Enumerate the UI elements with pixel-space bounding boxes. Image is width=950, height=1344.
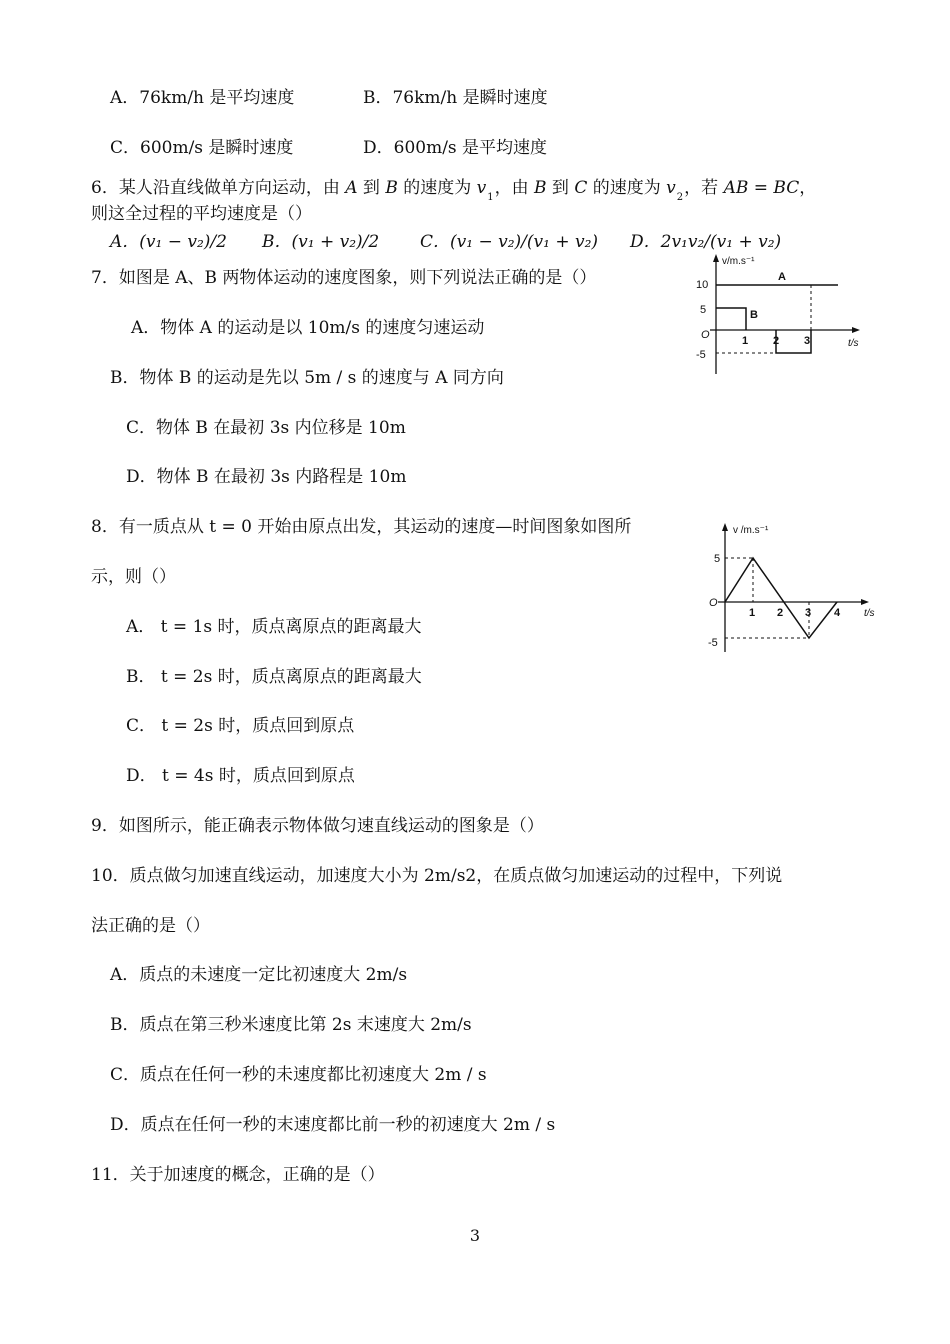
q7-line-b	[716, 308, 746, 330]
q8-option-a: A． t = 1s 时，质点离原点的距离最大	[126, 617, 422, 637]
q7-option-a: A．物体 A 的运动是以 10m/s 的速度匀速运动	[131, 318, 485, 338]
page-number: 3	[469, 1226, 481, 1245]
q6-option-d: D．2v₁v₂/(v₁ + v₂)	[630, 232, 782, 252]
q9-stem: 9．如图所示，能正确表示物体做匀速直线运动的图象是（）	[91, 816, 544, 836]
q8-velocity-graph	[704, 520, 884, 660]
q7-xtick-3: 3	[804, 335, 811, 347]
q6-option-b: B．(v₁ + v₂)/2	[262, 232, 380, 252]
q5-option-c: C．600m/s 是瞬时速度	[110, 138, 294, 158]
q8-xtick-2: 2	[777, 607, 784, 619]
q6-option-a: A．(v₁ − v₂)/2	[110, 232, 227, 252]
q7-label-a: A	[778, 271, 786, 283]
q7-xtick-1: 1	[742, 335, 749, 347]
q7-stem: 7．如图是 A、B 两物体运动的速度图象，则下列说法正确的是（）	[91, 268, 597, 288]
q7-x-arrow	[852, 327, 860, 333]
q10-option-d: D．质点在任何一秒的末速度都比前一秒的初速度大 2m / s	[110, 1115, 556, 1135]
q8-ytick-neg5: -5	[708, 637, 718, 649]
q8-ytick-5: 5	[714, 553, 721, 565]
q7-label-b: B	[750, 309, 758, 321]
q7-ytick-10: 10	[696, 279, 709, 291]
q10-option-b: B．质点在第三秒米速度比第 2s 末速度大 2m/s	[110, 1015, 472, 1035]
q5-option-a: A．76km/h 是平均速度	[110, 88, 295, 108]
q8-xtick-4: 4	[834, 607, 841, 619]
q8-xtick-3: 3	[805, 607, 812, 619]
q8-velocity-line	[725, 558, 837, 638]
q10-stem-line2: 法正确的是（）	[91, 916, 210, 936]
q7-ytick-neg5: -5	[696, 349, 706, 361]
q8-y-arrow	[722, 523, 728, 531]
q8-option-c: C． t = 2s 时，质点回到原点	[126, 716, 355, 736]
q7-option-d: D．物体 B 在最初 3s 内路程是 10m	[126, 467, 407, 487]
q10-option-c: C．质点在任何一秒的未速度都比初速度大 2m / s	[110, 1065, 487, 1085]
q8-x-arrow	[861, 599, 869, 605]
q8-y-label: v /m.s⁻¹	[733, 525, 769, 536]
q6-stem-line2: 则这全过程的平均速度是（）	[91, 204, 312, 224]
q8-origin: O	[709, 597, 718, 609]
q10-stem-line1: 10．质点做匀加速直线运动，加速度大小为 2m/s2，在质点做匀加速运动的过程中，下列说	[91, 866, 783, 886]
q7-y-arrow	[713, 254, 719, 262]
q8-x-label: t/s	[864, 608, 875, 619]
q7-option-c: C．物体 B 在最初 3s 内位移是 10m	[126, 418, 406, 438]
q10-option-a: A．质点的未速度一定比初速度大 2m/s	[110, 965, 408, 985]
q8-stem-line2: 示，则（）	[91, 567, 176, 587]
q7-option-b: B．物体 B 的运动是先以 5m / s 的速度与 A 同方向	[110, 368, 504, 388]
q6-stem-line1: 6．某人沿直线做单方向运动，由 A 到 B 的速度为 $v_1$，由 B 到 C 的速度为 $v_2$，若 AB = BC，	[91, 178, 817, 203]
q5-option-d: D．600m/s 是平均速度	[363, 138, 548, 158]
q7-velocity-graph	[690, 252, 870, 382]
q11-stem: 11．关于加速度的概念，正确的是（）	[91, 1165, 385, 1185]
q7-x-label: t/s	[848, 338, 859, 349]
q8-option-d: D． t = 4s 时，质点回到原点	[126, 766, 355, 786]
q5-option-b: B．76km/h 是瞬时速度	[363, 88, 548, 108]
q7-ytick-5: 5	[700, 304, 707, 316]
q7-y-label: v/m.s⁻¹	[722, 256, 755, 267]
q6-option-c: C．(v₁ − v₂)/(v₁ + v₂)	[420, 232, 599, 252]
q7-origin: O	[701, 329, 710, 341]
q8-xtick-1: 1	[749, 607, 756, 619]
q8-option-b: B． t = 2s 时，质点离原点的距离最大	[126, 667, 422, 687]
q7-xtick-2: 2	[773, 335, 780, 347]
q8-stem-line1: 8．有一质点从 t = 0 开始由原点出发，其运动的速度—时间图象如图所	[91, 517, 632, 537]
